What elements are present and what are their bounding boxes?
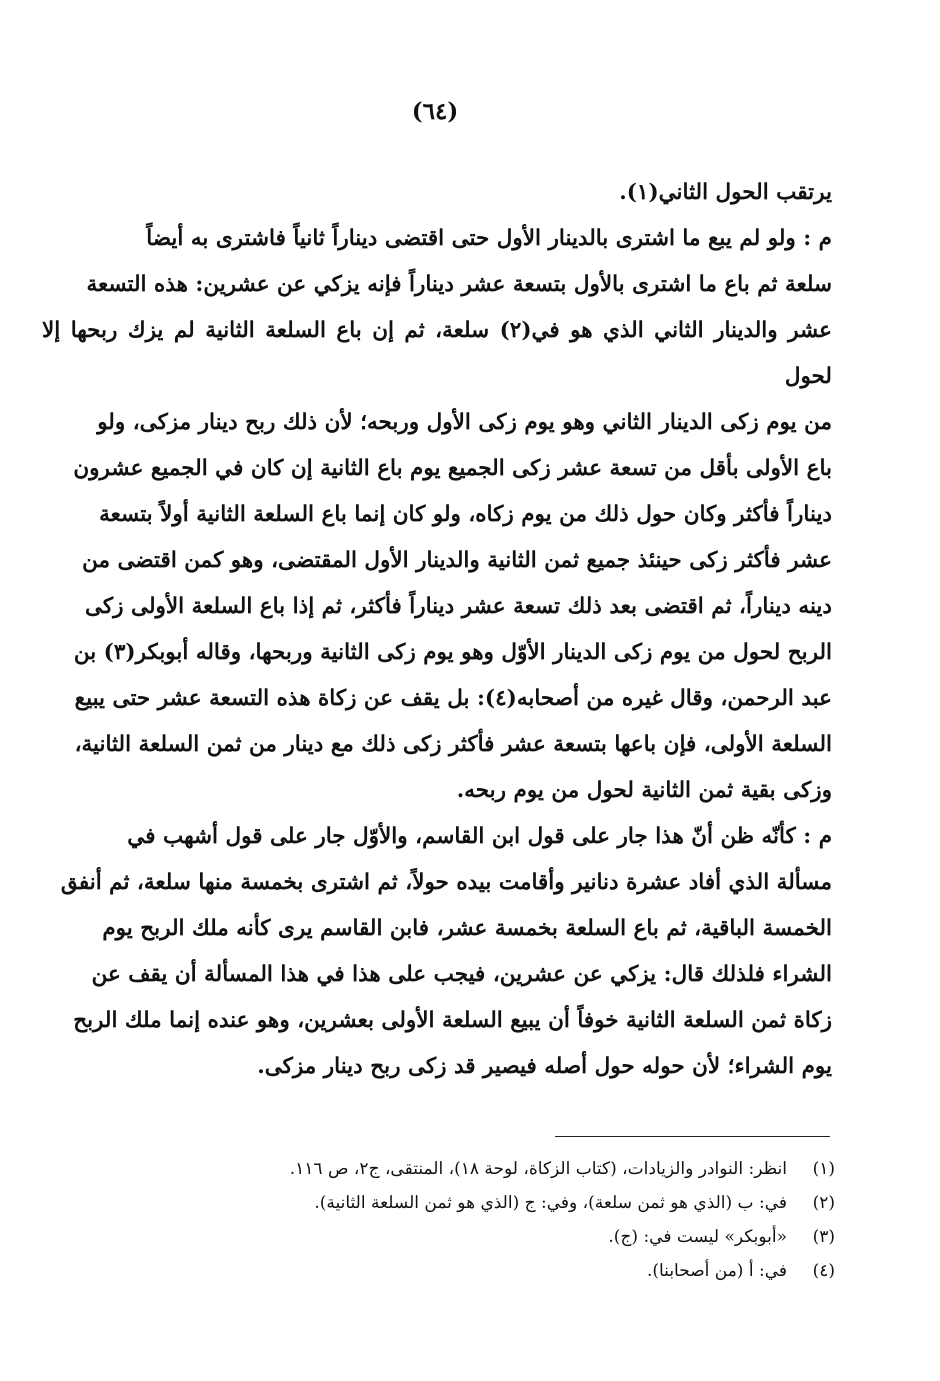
text-line: عشر والدينار الثاني الذي هو في(٢) سلعة، ثم إن باع السلعة الثانية لم يزك ربحها إلا لحول <box>42 318 832 389</box>
text-line: دينه ديناراً، ثم اقتضى بعد ذلك تسعة عشر ديناراً فأكثر، ثم إذا باع السلعة الأولى زكى <box>85 594 832 619</box>
footnote-text: «أبوبكر» ليست في: (ج). <box>608 1227 787 1247</box>
text-line: وزكى بقية ثمن الثانية لحول من يوم ربحه. <box>456 778 832 803</box>
text-line: الشراء فلذلك قال: يزكي عن عشرين، فيجب على هذا في هذا المسألة أن يقف عن <box>91 962 832 987</box>
footnote-number: (٢) <box>812 1193 835 1213</box>
text-line: ديناراً فأكثر وكان حول ذلك من يوم زكاه، ولو كان إنما باع السلعة الثانية أولاً بتسعة <box>99 502 832 527</box>
text-line: م : كأنّه ظن أنّ هذا جار على قول ابن القاسم، والأوّل جار على قول أشهب في <box>127 824 832 849</box>
footnote-divider <box>555 1136 830 1137</box>
footnotes <box>100 1152 835 1288</box>
text-line: باع الأولى بأقل من تسعة عشر زكى الجميع يوم باع الثانية إن كان في الجميع عشرون <box>73 456 832 481</box>
footnote-number: (٣) <box>812 1227 835 1247</box>
footnote <box>100 1152 835 1186</box>
text-line: زكاة ثمن السلعة الثانية خوفاً أن يبيع السلعة الأولى بعشرين، وهو عنده إنما ملك الربح <box>73 1008 832 1033</box>
page-number: (٦٤) <box>411 98 459 125</box>
footnote-text: في: ب (الذي هو ثمن سلعة)، وفي: ج (الذي هو ثمن السلعة الثانية). <box>314 1193 787 1213</box>
main-text <box>42 170 832 1090</box>
footnote-number: (١) <box>812 1159 835 1179</box>
paragraph-1 <box>42 170 832 216</box>
text-line: السلعة الأولى، فإن باعها بتسعة عشر فأكثر زكى ذلك مع دينار من ثمن السلعة الثانية، <box>74 732 832 757</box>
text-line: الخمسة الباقية، ثم باع السلعة بخمسة عشر، فابن القاسم يرى كأنه ملك الربح يوم <box>102 916 832 941</box>
footnote-text: في: أ (من أصحابنا). <box>646 1261 787 1281</box>
footnote <box>100 1220 835 1254</box>
footnote <box>100 1254 835 1288</box>
text-line: عشر فأكثر زكى حينئذ جميع ثمن الثانية والدينار الأول المقتضى، وهو كمن اقتضى من <box>82 548 832 573</box>
text-line: مسألة الذي أفاد عشرة دنانير وأقامت بيده حولاً، ثم اشترى بخمسة منها سلعة، ثم أنفق <box>60 870 832 895</box>
paragraph-2 <box>42 216 832 814</box>
text-line: سلعة ثم باع ما اشترى بالأول بتسعة عشر ديناراً فإنه يزكي عن عشرين: هذه التسعة <box>86 272 832 297</box>
text-line: يوم الشراء؛ لأن حوله حول أصله فيصير قد زكى ربح دينار مزكى. <box>257 1054 832 1079</box>
text-line: من يوم زكى الدينار الثاني وهو يوم زكى الأول وربحه؛ لأن ذلك ربح دينار مزكى، ولو <box>97 410 832 435</box>
text-line: الربح لحول من يوم زكى الدينار الأوّل وهو يوم زكى الثانية وربحها، وقاله أبوبكر(٣) بن <box>73 640 832 665</box>
footnote-text: انظر: النوادر والزيادات، (كتاب الزكاة، لوحة ١٨)، المنتقى، ج٢، ص ١١٦. <box>289 1159 787 1179</box>
footnote <box>100 1186 835 1220</box>
footnote-number: (٤) <box>812 1261 835 1281</box>
text-line: عبد الرحمن، وقال غيره من أصحابه(٤): بل يقف عن زكاة هذه التسعة عشر حتى يبيع <box>74 686 832 711</box>
paragraph-3 <box>42 814 832 1090</box>
text-line: م : ولو لم يبع ما اشترى بالدينار الأول حتى اقتضى ديناراً ثانياً فاشترى به أيضاً <box>146 226 832 251</box>
text-line: يرتقب الحول الثاني(١). <box>619 180 832 205</box>
